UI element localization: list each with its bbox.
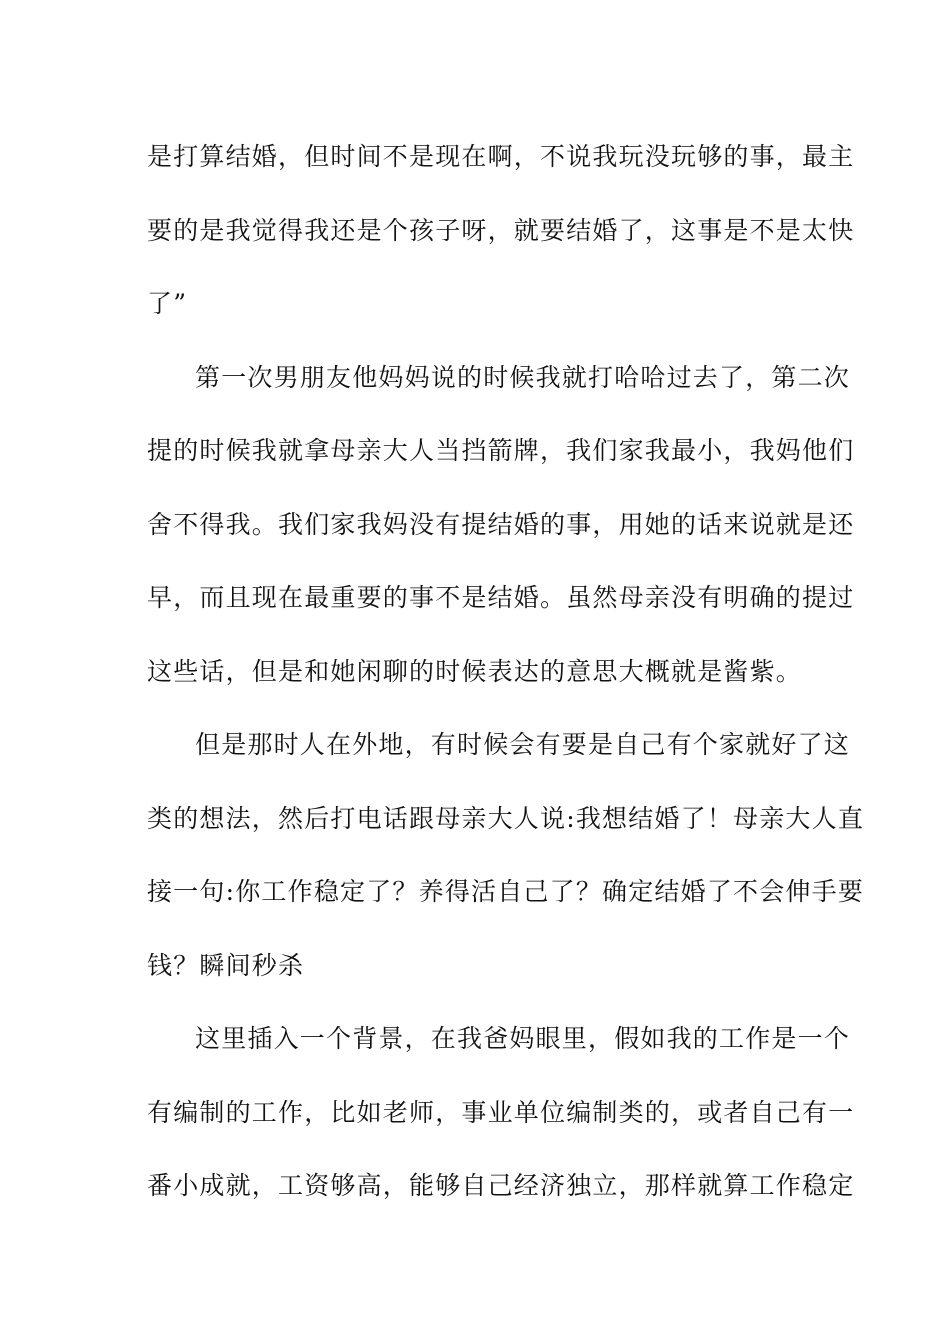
- text-line: 舍不得我。我们家我妈没有提结婚的事，用她的话来说就是还: [147, 509, 855, 539]
- paragraph-start-line: 但是那时人在外地，有时候会有要是自己有个家就好了这: [195, 730, 851, 759]
- text-line: 类的想法，然后打电话跟母亲大人说:我想结婚了！母亲大人直: [147, 803, 865, 833]
- text-line: 接一句:你工作稳定了？养得活自己了？确定结婚了不会伸手要: [147, 877, 865, 906]
- paragraph-start-line: 第一次男朋友他妈妈说的时候我就打哈哈过去了，第二次: [195, 362, 851, 392]
- text-line: 是打算结婚，但时间不是现在啊，不说我玩没玩够的事，最主: [147, 142, 855, 171]
- text-line: 钱？瞬间秒杀: [147, 950, 305, 980]
- text-line: 要的是我觉得我还是个孩子呀，就要结婚了，这事是不是太快: [147, 215, 855, 245]
- text-line: 早，而且现在最重要的事不是结婚。虽然母亲没有明确的提过: [147, 583, 855, 612]
- text-line: 有编制的工作，比如老师，事业单位编制类的，或者自己有一: [147, 1097, 855, 1127]
- text-line: 了”: [147, 289, 188, 318]
- text-line: 提的时候我就拿母亲大人当挡箭牌，我们家我最小，我妈他们: [147, 436, 855, 465]
- text-line: 这些话，但是和她闲聊的时候表达的意思大概就是酱紫。: [147, 656, 803, 686]
- paragraph-start-line: 这里插入一个背景，在我爸妈眼里，假如我的工作是一个: [195, 1024, 851, 1053]
- body-text: [147, 120, 865, 1223]
- text-line: 番小成就，工资够高，能够自己经济独立，那样就算工作稳定: [147, 1171, 855, 1200]
